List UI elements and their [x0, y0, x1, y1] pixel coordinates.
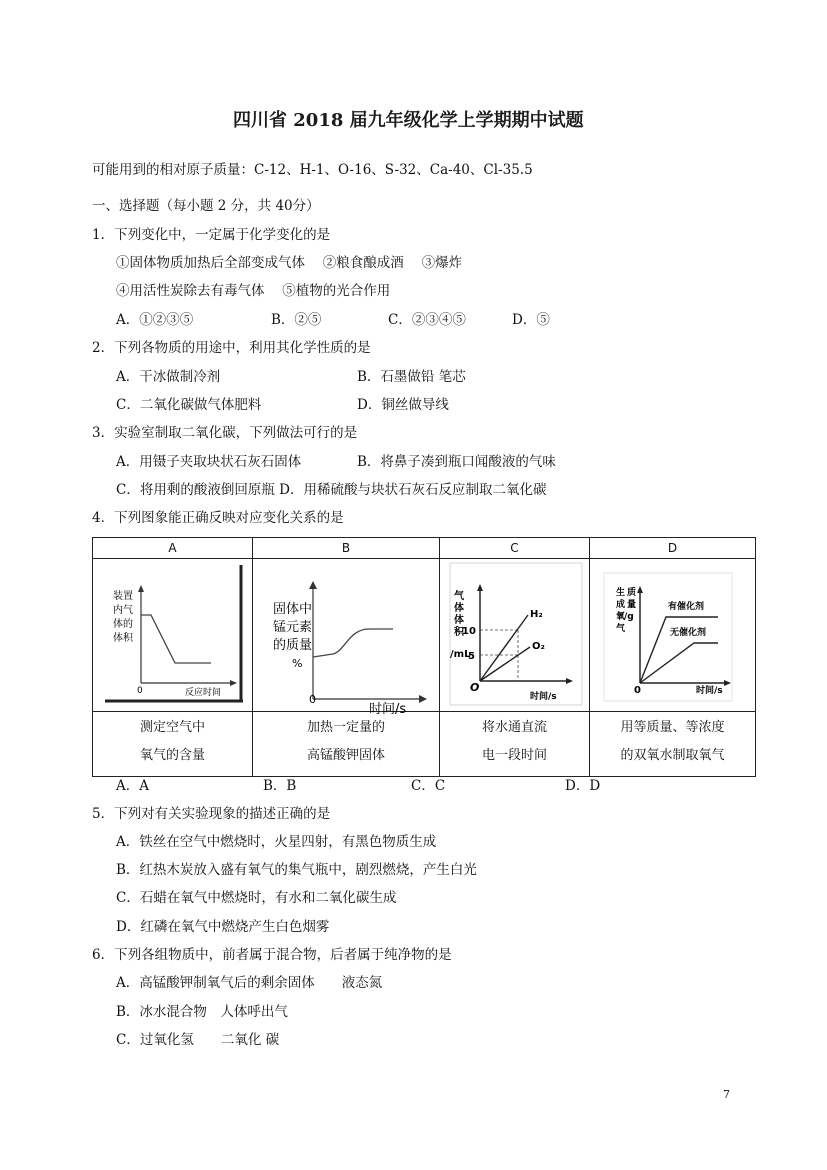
q4-caption-a: 测定空气中 氧气的含量 [93, 712, 253, 777]
chart-a-ylabel-2: 内气 [113, 605, 133, 616]
atomic-mass-line: 可能用到的相对原子质量：C-12、H-1、O-16、S-32、Ca-40、Cl-35.5 [92, 162, 533, 178]
q2-option-c: C．二氧化碳做气体肥料 [116, 397, 262, 413]
q4-cell-chart-d [590, 559, 756, 712]
chart-d-line-no-catalyst [640, 643, 718, 683]
chart-d-ylabel-1: 生 [616, 588, 626, 598]
chart-d-ylabel2-1: 质 [627, 588, 637, 598]
chart-c-line-h2 [480, 615, 528, 681]
chart-b [253, 559, 438, 717]
q4-caption-b: 加热一定量的 高锰酸钾固体 [253, 712, 440, 777]
page-number: 7 [723, 1088, 730, 1101]
chart-c-ylabel-4: 积 [454, 627, 464, 638]
chart-d-ylabel-4: 气 [616, 624, 626, 634]
q4-option-d: D．D [565, 778, 601, 794]
chart-a-ylabel-4: 体积 [113, 633, 133, 644]
chart-a [93, 559, 251, 707]
q5-option-b: B．红热木炭放入盛有氧气的集气瓶中，剧烈燃烧，产生白光 [116, 862, 477, 878]
q4-stem: 4．下列图象能正确反映对应变化关系的是 [92, 510, 344, 526]
q2-stem: 2．下列各物质的用途中，利用其化学性质的是 [92, 340, 371, 356]
chart-d-ylabel2-2: 量 [627, 600, 637, 610]
chart-d-line-catalyst [640, 617, 718, 683]
chart-c-tick-10: 10 [462, 626, 476, 637]
q4-cell-chart-b [253, 559, 440, 717]
chart-a-origin: 0 [137, 686, 143, 696]
chart-b-ylabel-1: 固体中 [273, 602, 313, 617]
chart-b-curve [313, 629, 393, 657]
q4-table [92, 537, 756, 777]
q1-option-a: A．①②③⑤ [116, 312, 194, 328]
q4-caption-d: 用等质量、等浓度 的双氧水制取氧气 [590, 712, 756, 777]
q4-header-a: A [93, 538, 253, 559]
chart-d-label-catalyst: 有催化剂 [668, 602, 705, 612]
q2-option-d: D．铜丝做导线 [357, 397, 449, 413]
chart-c-ylabel-2: 体 [454, 603, 464, 614]
chart-c [440, 559, 588, 707]
q6-option-b: B．冰水混合物 人体呼出气 [116, 1004, 288, 1020]
q5-stem: 5．下列对有关实验现象的描述正确的是 [92, 806, 331, 822]
chart-b-ylabel-3: 的质量 [273, 638, 313, 653]
q4-header-c: C [440, 538, 590, 559]
chart-d-label-no-catalyst: 无催化剂 [670, 628, 707, 638]
q4-header-d: D [590, 538, 756, 559]
chart-d-ylabel-2: 成 [616, 600, 626, 610]
chart-a-ylabel-1: 装置 [113, 591, 133, 602]
q1-option-d: D．⑤ [512, 312, 550, 328]
q4-option-a: A．A [116, 778, 149, 794]
chart-c-ylabel-1: 气 [454, 591, 464, 602]
q5-option-c: C．石蜡在氧气中燃烧时，有水和二氧化碳生成 [116, 890, 397, 906]
q4-option-c: C．C [411, 778, 446, 794]
q6-option-c: C．过氧化氢 二氧化 碳 [116, 1032, 280, 1048]
q5-option-d: D．红磷在氧气中燃烧产生白色烟雾 [116, 919, 330, 935]
q2-option-a: A．干冰做制冷剂 [116, 369, 221, 385]
chart-d-xlabel: 时间/s [696, 686, 723, 696]
chart-d-origin: 0 [634, 685, 641, 696]
chart-c-ylabel-3: 体 [454, 615, 464, 626]
chart-c-line-o2 [480, 647, 530, 681]
q2-option-b: B．石墨做铅 笔芯 [357, 369, 466, 385]
chart-c-xlabel: 时间/s [530, 692, 557, 702]
q4-option-b: B．B [263, 778, 297, 794]
q3-option-cd: C．将用剩的酸液倒回原瓶 D．用稀硫酸与块状石灰石反应制取二氧化碳 [116, 482, 547, 498]
q6-option-a: A．高锰酸钾制氧气后的剩余固体 液态氮 [116, 975, 383, 991]
page-title: 四川省 2018 届九年级化学上学期期中试题 [233, 110, 584, 131]
chart-c-label-h2: H₂ [530, 609, 543, 620]
chart-b-yunit: % [292, 657, 303, 670]
chart-a-ylabel-3: 体的 [113, 619, 133, 630]
chart-c-tick-5: 5 [468, 651, 475, 662]
q1-option-b: B．②⑤ [271, 312, 322, 328]
chart-d [590, 559, 754, 707]
q3-stem: 3．实验室制取二氧化碳，下列做法可行的是 [92, 425, 358, 441]
chart-d-ylabel-3: 氧 [616, 612, 626, 622]
q1-items-line2: ④用活性炭除去有毒气体 ⑤植物的光合作用 [116, 283, 391, 299]
chart-c-origin: O [470, 681, 480, 694]
section-heading: 一、选择题（每小题 2 分，共 40分） [92, 198, 320, 214]
q4-cell-chart-c [440, 559, 590, 712]
q1-option-c: C．②③④⑤ [388, 312, 466, 328]
chart-c-label-o2: O₂ [532, 641, 545, 652]
q4-header-b: B [253, 538, 440, 559]
chart-a-xlabel: 反应时间 [185, 688, 222, 698]
q3-option-a: A．用镊子夹取块状石灰石固体 [116, 454, 302, 470]
q4-cell-chart-a [93, 559, 253, 712]
chart-b-ylabel-2: 锰元素 [273, 620, 313, 635]
q4-caption-c: 将水通直流 电一段时间 [440, 712, 590, 777]
chart-c-ylabel-5: /mL [450, 649, 471, 660]
chart-d-ylabel2-3: /g [624, 612, 634, 622]
q5-option-a: A．铁丝在空气中燃烧时，火星四射，有黑色物质生成 [116, 834, 437, 850]
q1-stem: 1．下列变化中，一定属于化学变化的是 [92, 227, 331, 243]
q3-option-b: B．将鼻子凑到瓶口闻酸液的气味 [357, 454, 556, 470]
chart-b-origin: 0 [309, 693, 316, 706]
chart-b-xlabel: 时间/s [369, 702, 407, 717]
q1-items-line1: ①固体物质加热后全部变成气体 ②粮食酿成酒 ③爆炸 [116, 255, 463, 271]
q6-stem: 6．下列各组物质中，前者属于混合物，后者属于纯净物的是 [92, 947, 452, 963]
